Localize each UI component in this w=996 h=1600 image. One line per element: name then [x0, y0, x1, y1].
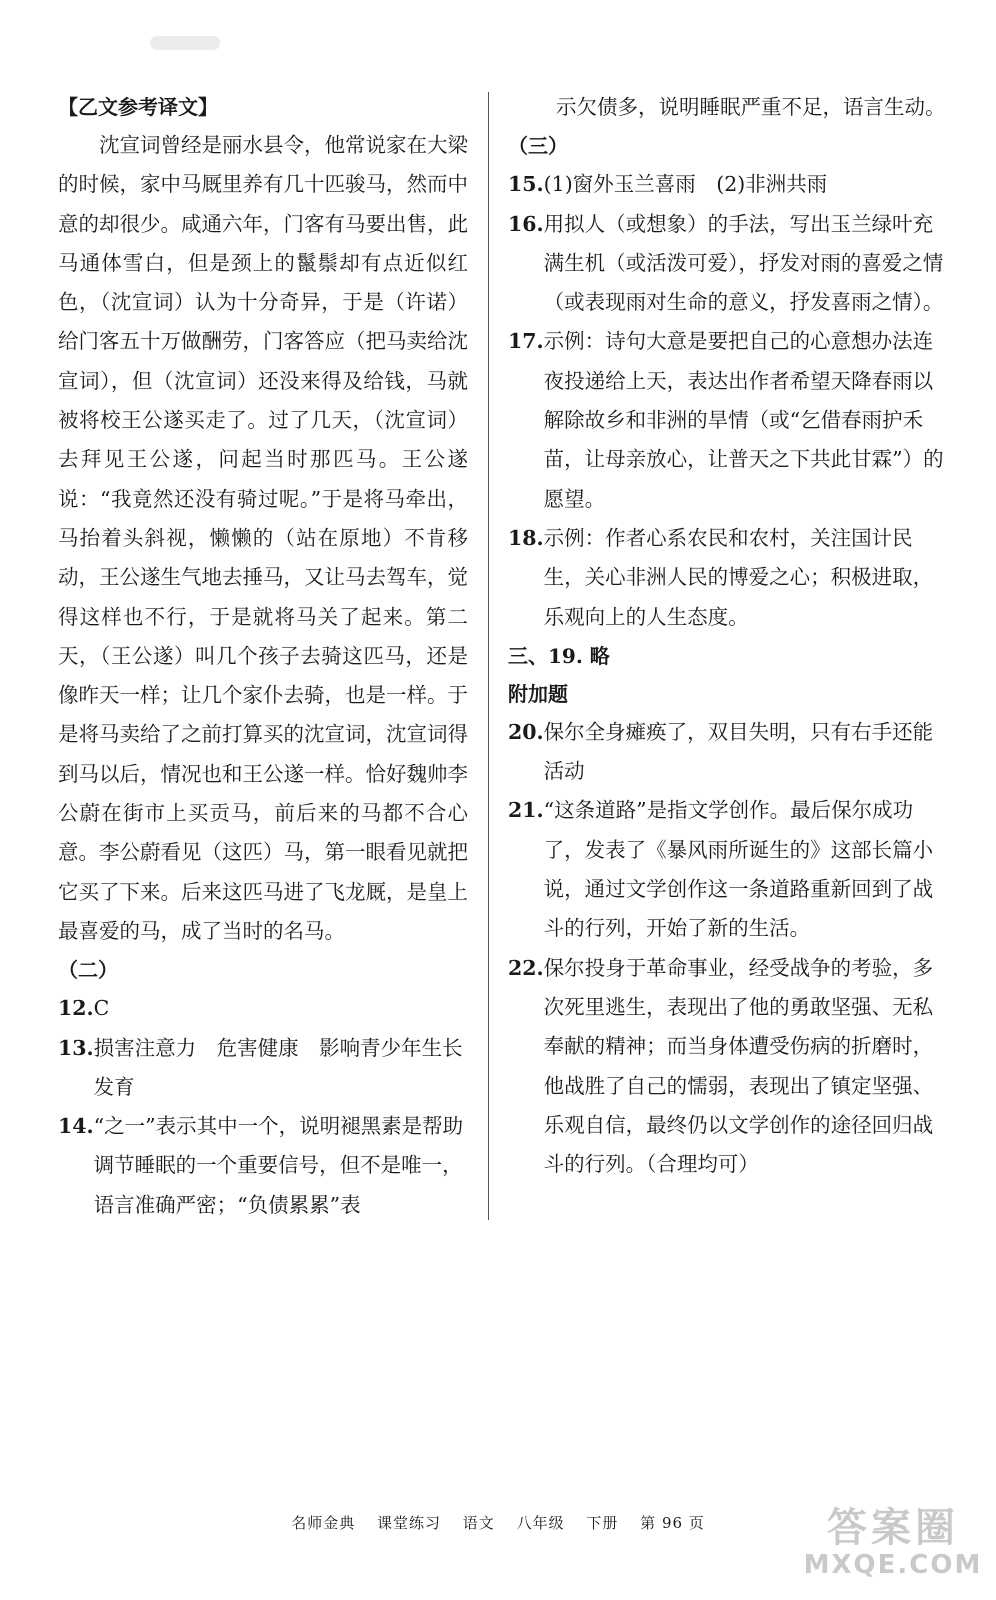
column-divider — [488, 92, 489, 1220]
answer-text: (1)窗外玉兰喜雨 (2)非洲共雨 — [543, 172, 828, 197]
answer-text: 用拟人（或想象）的手法，写出玉兰绿叶充满生机（或活泼可爱），抒发对雨的喜爱之情（或表现雨对生命的意义，抒发喜雨之情）。 — [543, 211, 944, 315]
translation-heading: 【乙文参考译文】 — [58, 95, 218, 119]
footer-page-number: 第 96 页 — [640, 1514, 705, 1532]
watermark-logo — [798, 1506, 988, 1586]
right-column — [508, 88, 948, 1184]
answer-number: 17. — [508, 329, 544, 354]
answer-21 — [508, 791, 948, 948]
answer-number: 13. — [58, 1035, 94, 1060]
answer-number: 12. — [58, 996, 94, 1021]
answer-text: 损害注意力 危害健康 影响青少年生长发育 — [93, 1035, 463, 1099]
answer-number: 18. — [508, 525, 544, 550]
answer-text: 保尔全身瘫痪了，双目失明，只有右手还能活动 — [543, 719, 934, 784]
answer-text: 示例：作者心系农民和农村，关注国计民生，关心非洲人民的博爱之心；积极进取，乐观向上的人生态度。 — [543, 525, 934, 629]
answer-number: 16. — [508, 211, 544, 236]
part-3-answer: 三、19. 略 — [508, 643, 610, 668]
answer-12 — [58, 989, 468, 1028]
answer-number: 21. — [508, 798, 544, 823]
translation-text: 沈宣词曾经是丽水县令，他常说家在大梁的时候，家中马厩里养有几十匹骏马，然而中意的却很少。咸通六年，门客有马要出售，此马通体雪白，但是颈上的鬣鬃却有点近似红色，（沈宣词）认为十分奇异，于是（许诺）给门客五十万做酬劳，门客答应（把马卖给沈宣词），但（沈宣词）还没来得及给钱，马就被将校王公遂买走了。过了几天，（沈宣词）去拜见王公遂，问起当时那匹马。王公遂说：“我竟然还没有骑过呢。”于是将马牵出，马抬着头斜视，懒懒的（站在原地）不肯移动，王公遂生气地去捶马，又让马去驾车，觉得这样也不行，于是就将马关了起来。第二天，（王公遂）叫几个孩子去骑这匹马，还是像昨天一样；让几个家仆去骑，也是一样。于是将马卖给了之前打算买的沈宣词，沈宣词得到马以后，情况也和王公遂一样。恰好魏帅李公蔚在街市上买贡马，前后来的马都不合心意。李公蔚看见（这匹）马，第一眼看见就把它买了下来。后来这匹马进了飞龙厩，是皇上最喜爱的马，成了当时的名马。 — [58, 133, 468, 943]
answer-number: 22. — [508, 955, 544, 980]
answer-22 — [508, 949, 948, 1185]
answer-text: “之一”表示其中一个，说明褪黑素是帮助调节睡眠的一个重要信号，但不是唯一，语言准确严密；“负债累累”表 — [93, 1114, 464, 1217]
footer-grade: 八年级 — [516, 1514, 565, 1532]
footer-subject: 语文 — [462, 1514, 495, 1532]
bonus-heading: 附加题 — [508, 681, 568, 706]
watermark-bottom: MXQE.COM — [803, 1550, 983, 1580]
answer-number: 14. — [58, 1114, 94, 1139]
answer-number: 15. — [508, 172, 544, 197]
answer-15 — [508, 165, 948, 204]
section-2-heading: （二） — [58, 958, 118, 983]
footer-series: 名师金典 — [291, 1514, 356, 1532]
answer-16 — [508, 205, 948, 323]
section-3-heading: （三） — [508, 134, 568, 159]
answer-20 — [508, 713, 948, 792]
answer-14-continuation: 示欠债多，说明睡眠严重不足，语言生动。 — [556, 95, 946, 119]
footer-volume: 下册 — [586, 1514, 619, 1532]
answer-text: C — [93, 996, 110, 1021]
answer-text: “这条道路”是指文学创作。最后保尔成功了，发表了《暴风雨所诞生的》这部长篇小说，通过文学创作这一条道路重新回到了战斗的行列，开始了新的生活。 — [543, 798, 934, 941]
answer-text: 保尔投身于革命事业，经受战争的考验，多次死里逃生，表现出了他的勇敢坚强、无私奉献的精神；而当身体遭受伤病的折磨时，他战胜了自己的懦弱，表现出了镇定坚强、乐观自信，最终仍以文学创作的途径回归战斗的行列。（合理均可） — [543, 955, 934, 1177]
answer-17 — [508, 322, 948, 518]
footer-book: 课堂练习 — [376, 1514, 441, 1532]
watermark-top: 答案圈 — [827, 1505, 959, 1551]
scan-smudge — [150, 36, 220, 50]
answer-14 — [58, 1107, 468, 1225]
left-column — [58, 88, 468, 1225]
answer-13 — [58, 1029, 468, 1108]
answer-number: 20. — [508, 719, 544, 744]
answer-text: 示例：诗句大意是要把自己的心意想办法连夜投递给上天，表达出作者希望天降春雨以解除故乡和非洲的旱情（或“乞借春雨护禾苗，让母亲放心，让普天之下共此甘霖”）的愿望。 — [543, 329, 944, 511]
answer-18 — [508, 519, 948, 637]
